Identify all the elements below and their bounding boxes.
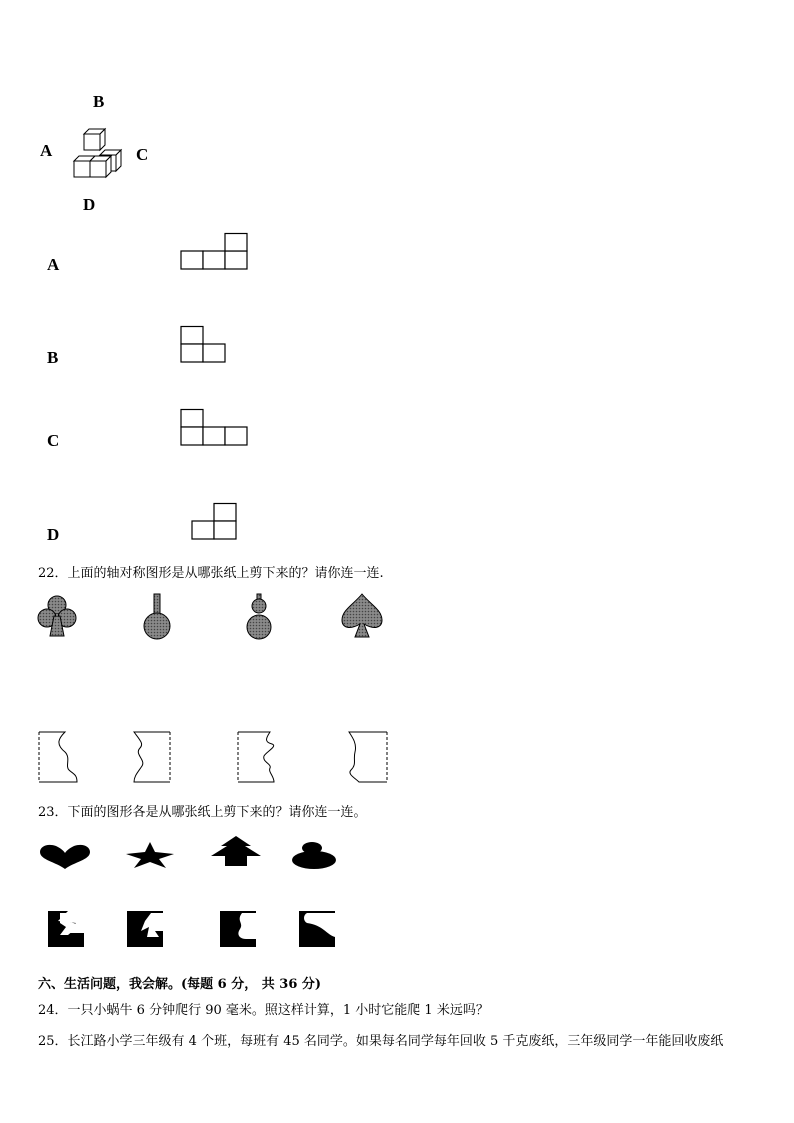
paper-sheet-3[interactable] bbox=[236, 730, 278, 784]
tree-shape-icon[interactable] bbox=[207, 834, 265, 868]
view-label-bottom: D bbox=[83, 195, 96, 214]
heart-shape-icon[interactable] bbox=[38, 842, 92, 870]
cut-paper-2[interactable] bbox=[125, 909, 165, 949]
option-c-label[interactable]: C bbox=[47, 431, 60, 450]
star-shape-icon[interactable] bbox=[124, 840, 176, 870]
option-a-label[interactable]: A bbox=[47, 255, 60, 274]
option-b-label[interactable]: B bbox=[47, 348, 59, 367]
view-label-top: B bbox=[93, 92, 105, 111]
gourd-shape-icon[interactable] bbox=[243, 594, 277, 642]
cut-paper-3[interactable] bbox=[218, 909, 258, 949]
club-shape-icon[interactable] bbox=[36, 594, 80, 640]
option-d-view-figure bbox=[191, 503, 241, 541]
mushroom-shape-icon[interactable] bbox=[290, 840, 338, 870]
spade-shape-icon[interactable] bbox=[340, 592, 386, 640]
view-label-right: C bbox=[136, 145, 149, 164]
question-22-text: 22．上面的轴对称图形是从哪张纸上剪下来的？请你连一连. bbox=[38, 566, 384, 581]
section-6-heading: 六、生活问题，我会解。(每题 6 分， 共 36 分) bbox=[38, 977, 322, 992]
option-c-view-figure bbox=[180, 409, 252, 447]
question-23-text: 23．下面的图形各是从哪张纸上剪下来的？请你连一连。 bbox=[38, 805, 367, 820]
question-24-text: 24．一只小蜗牛 6 分钟爬行 90 毫米。照这样计算，1 小时它能爬 1 米远吗？ bbox=[38, 1003, 489, 1018]
option-b-view-figure bbox=[180, 326, 230, 364]
cut-paper-4[interactable] bbox=[297, 909, 337, 949]
paper-sheet-1[interactable] bbox=[37, 730, 79, 784]
paper-sheet-4[interactable] bbox=[345, 730, 389, 784]
question-25-text: 25．长江路小学三年级有 4 个班，每班有 45 名同学。如果每名同学每年回收 5 千克废纸，三年级同学一年能回收废纸 bbox=[38, 1034, 724, 1049]
option-d-label[interactable]: D bbox=[47, 525, 60, 544]
cut-paper-1[interactable] bbox=[46, 909, 86, 949]
pendant-shape-icon[interactable] bbox=[141, 592, 175, 642]
cube-stack-figure bbox=[70, 124, 122, 180]
option-a-view-figure bbox=[180, 233, 250, 271]
view-label-left: A bbox=[40, 141, 53, 160]
paper-sheet-2[interactable] bbox=[130, 730, 172, 784]
